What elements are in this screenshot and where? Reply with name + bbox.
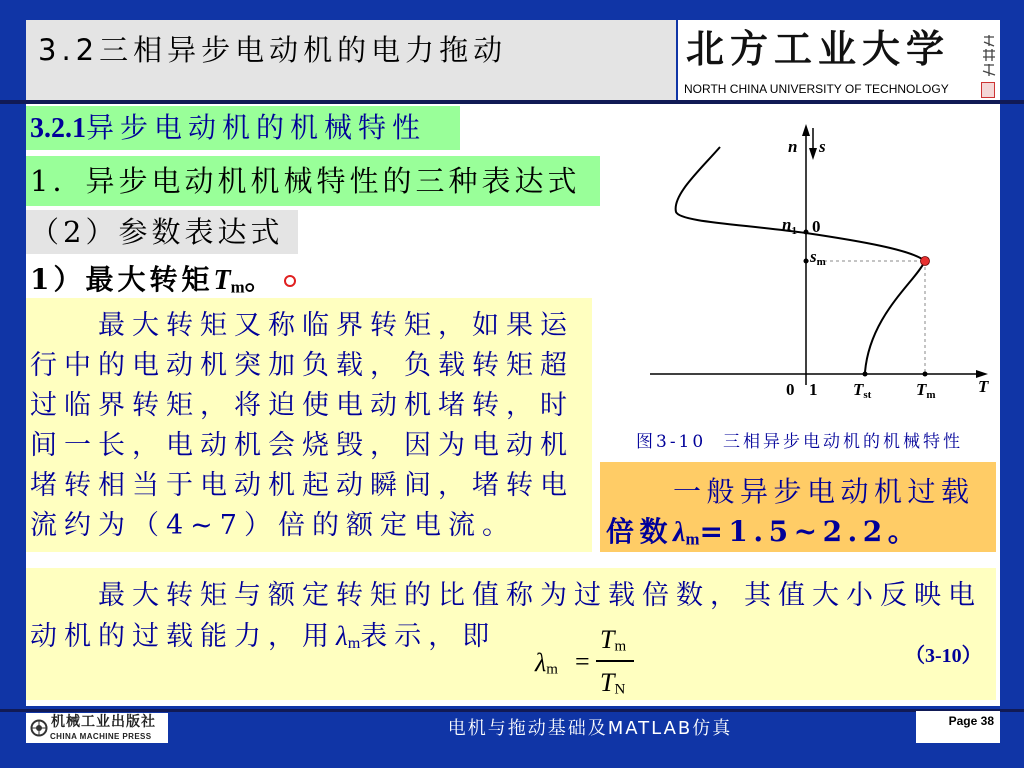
label-n: n <box>788 137 798 156</box>
label-s-zero: 0 <box>812 217 821 236</box>
label-tm: Tm <box>916 380 936 401</box>
course-title: 电机与拖动基础及MATLAB仿真 <box>447 718 733 739</box>
paragraph-line: 堵转相当于电动机起动瞬间，堵转电 <box>30 470 574 501</box>
overload-formula <box>530 622 650 700</box>
label-tst: Tst <box>853 380 872 401</box>
university-logo <box>678 20 1000 100</box>
lambda-symbol: λ <box>336 621 348 651</box>
slide-title: 3.2三相异步电动机的电力拖动 <box>38 33 508 67</box>
lambda-symbol: λ <box>673 517 686 548</box>
university-name-cn: 北方工业大学 <box>686 26 951 71</box>
paragraph-line: 间一长，电动机会烧毁，因为电动机 <box>30 430 574 461</box>
item-prefix: 1）最大转矩 <box>30 263 214 296</box>
paragraph-line: 最大转矩与额定转矩的比值称为过载倍数，其值大小反映电 <box>30 580 982 611</box>
item-symbol: T <box>213 265 231 296</box>
section-heading <box>26 106 460 150</box>
label-origin-s: 1 <box>809 380 818 399</box>
label-origin-n: 0 <box>786 380 795 399</box>
figure-caption: 图3-10 三相异步电动机的机械特性 <box>636 432 963 452</box>
page-number-box <box>916 711 1000 743</box>
paragraph-line: 行中的电动机突加负载，负载转矩超 <box>30 350 574 381</box>
label-n1: $n_1$ <box>782 215 797 237</box>
formula-denominator: $T_N$ <box>600 668 626 698</box>
label-t-axis: T <box>978 377 989 396</box>
paragraph-line <box>30 616 996 657</box>
tst-point <box>863 372 868 377</box>
publisher-name-cn: 机械工业出版社 <box>51 714 156 730</box>
max-torque-point <box>921 257 930 266</box>
s-axis-arrow <box>809 148 817 160</box>
seal-icon <box>981 82 995 98</box>
paragraph-prefix: 动机的过载能力，用 <box>30 621 336 652</box>
calligrapher-signature-icon <box>980 34 998 78</box>
subsubsection-heading: （2）参数表达式 <box>26 210 298 254</box>
formula-equals: = <box>575 647 590 676</box>
subsection-heading: 1．异步电动机机械特性的三种表达式 <box>26 156 600 206</box>
torque-speed-curve <box>676 147 925 372</box>
sm-point <box>804 259 809 264</box>
formula-numerator: $T_m$ <box>600 625 627 655</box>
publisher-logo <box>26 713 168 743</box>
red-marker-icon <box>284 275 296 287</box>
overload-note <box>600 462 996 552</box>
university-name-en: NORTH CHINA UNIVERSITY OF TECHNOLOGY <box>684 82 949 96</box>
paragraph-suffix: 表示，即 <box>360 621 497 652</box>
publisher-name-en: CHINA MACHINE PRESS <box>50 732 152 741</box>
footer-divider <box>0 709 1024 712</box>
lambda-sub: m <box>685 529 700 549</box>
page-number: Page 38 <box>948 714 994 728</box>
note-value: =1.5~2.2。 <box>699 515 922 548</box>
note-line-1: 一般异步电动机过载 <box>606 475 975 508</box>
tm-point <box>923 372 928 377</box>
paragraph-line: 流约为（4~7）倍的额定电流。 <box>30 510 516 541</box>
n-axis-arrow <box>802 124 810 136</box>
note-line-2 <box>606 512 996 552</box>
item-symbol-sub: m <box>230 277 245 297</box>
fraction-bar <box>596 660 634 662</box>
paragraph-line: 最大转矩又称临界转矩，如果运 <box>30 310 574 341</box>
paragraph-critical-torque <box>26 298 592 552</box>
label-sm: sm <box>810 247 826 268</box>
paragraph-line: 过临界转矩，将迫使电动机堵转，时 <box>30 390 574 421</box>
note-prefix: 倍数 <box>606 515 674 548</box>
item-suffix: 。 <box>244 263 277 296</box>
equation-number: （3-10） <box>905 645 982 667</box>
title-bar <box>26 20 676 100</box>
label-s: s <box>819 137 826 156</box>
mechanical-characteristic-figure <box>620 120 1000 420</box>
lambda-sub: m <box>347 634 361 653</box>
paragraph-overload-ratio <box>26 568 996 700</box>
section-number: 3.2.1 <box>30 113 86 144</box>
formula-lhs: $\lambda_m$ <box>535 648 558 678</box>
n1-point <box>804 230 809 235</box>
item-heading <box>30 260 277 300</box>
publisher-emblem-icon <box>30 719 48 737</box>
section-title: 异步电动机的机械特性 <box>86 111 427 144</box>
